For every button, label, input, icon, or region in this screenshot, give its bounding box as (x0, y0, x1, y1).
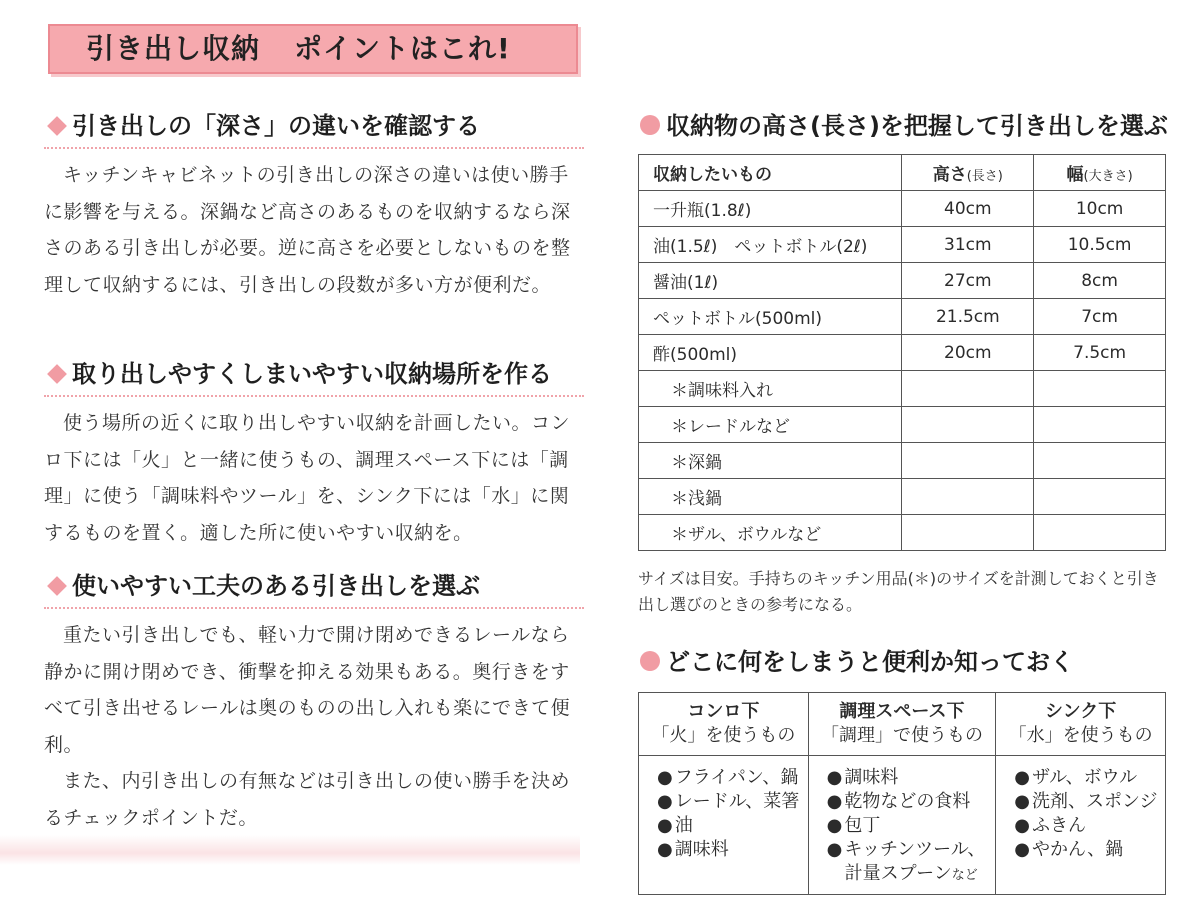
stove-header: コンロ下 「火」を使うもの (639, 693, 809, 756)
height-cell (902, 479, 1034, 515)
size-section-heading-text: 収納物の高さ(長さ)を把握して引き出しを選ぶ (666, 112, 1168, 140)
table-row (639, 335, 1166, 371)
section-heading (44, 566, 584, 609)
width-cell: 7.5cm (1034, 335, 1166, 371)
storage-header-row (639, 693, 1166, 756)
section-depth (44, 106, 584, 303)
table-row (639, 479, 1166, 515)
table-row (639, 227, 1166, 263)
section-location (44, 354, 584, 551)
item-cell: 酢(500ml) (639, 335, 902, 371)
prep-space-header: 調理スペース下 「調理」で使うもの (808, 693, 996, 756)
width-cell: 10.5cm (1034, 227, 1166, 263)
diamond-icon (47, 116, 67, 136)
height-cell: 21.5cm (902, 299, 1034, 335)
section-heading-text: 取り出しやすくしまいやすい収納場所を作る (72, 360, 552, 388)
list-item: ● レードル、菜箸 (657, 791, 800, 812)
section-heading (44, 106, 584, 149)
stove-items (639, 756, 809, 895)
list-item: ● 包丁 (826, 815, 881, 836)
height-cell: 40cm (902, 191, 1034, 227)
item-cell: ペットボトル(500ml) (639, 299, 902, 335)
where-section-heading (638, 642, 1074, 677)
section-heading-text: 使いやすい工夫のある引き出しを選ぶ (72, 572, 480, 600)
pink-dot-icon (640, 115, 660, 135)
section-paragraph: キッチンキャビネットの引き出しの深さの違いは使い勝手に影響を与える。深鍋など高さのあるものを収納するなら深さのある引き出しが必要。逆に高さを必要としないものを整理して収納するには、引き出しの段数が多い方が便利だ。 (44, 164, 571, 296)
table-row (639, 371, 1166, 407)
item-cell: ＊ザル、ボウルなど (639, 515, 902, 551)
table-row (639, 263, 1166, 299)
table-row (639, 191, 1166, 227)
size-table-header-row (639, 155, 1166, 191)
page-title-banner (48, 24, 578, 74)
prep-space-items (808, 756, 996, 895)
width-cell (1034, 515, 1166, 551)
column-header-item: 収納したいもの (639, 155, 902, 191)
pink-dot-icon (640, 651, 660, 671)
item-cell: 油(1.5ℓ) ペットボトル(2ℓ) (639, 227, 902, 263)
where-section-heading-text: どこに何をしまうと便利か知っておく (666, 648, 1074, 676)
list-item-continuation: 計量スプーンなど (844, 863, 978, 884)
width-cell: 7cm (1034, 299, 1166, 335)
table-row (639, 407, 1166, 443)
item-cell: ＊深鍋 (639, 443, 902, 479)
table-row (639, 515, 1166, 551)
table-row (639, 443, 1166, 479)
list-item: ● ふきん (1014, 815, 1086, 836)
height-cell: 27cm (902, 263, 1034, 299)
size-table (638, 154, 1166, 551)
width-cell (1034, 407, 1166, 443)
decorative-pink-band (0, 835, 580, 865)
height-cell (902, 443, 1034, 479)
list-item: ● ザル、ボウル (1014, 767, 1138, 788)
diamond-icon (47, 576, 67, 596)
section-paragraph: また、内引き出しの有無などは引き出しの使い勝手を決めるチェックポイントだ。 (44, 770, 571, 829)
item-cell: ＊浅鍋 (639, 479, 902, 515)
height-cell (902, 407, 1034, 443)
page-title-sub: ポイントはこれ! (294, 32, 511, 65)
height-cell: 20cm (902, 335, 1034, 371)
list-item: ● フライパン、鍋 (657, 767, 799, 788)
list-item: ● 調味料 (657, 839, 729, 860)
column-header-width: 幅(大きさ) (1034, 155, 1166, 191)
list-item: ● 洗剤、スポンジ (1014, 791, 1158, 812)
section-heading-text: 引き出しの「深さ」の違いを確認する (72, 112, 480, 140)
list-item: ● 調味料 (826, 767, 899, 788)
height-cell (902, 515, 1034, 551)
width-cell (1034, 443, 1166, 479)
height-cell (902, 371, 1034, 407)
item-cell: 醤油(1ℓ) (639, 263, 902, 299)
list-item: ● キッチンツール、 (826, 839, 986, 860)
item-cell: ＊レードルなど (639, 407, 902, 443)
diamond-icon (47, 364, 67, 384)
storage-location-table (638, 692, 1166, 895)
section-paragraph: 使う場所の近くに取り出しやすい収納を計画したい。コンロ下には「火」と一緒に使うもの、調理スペース下には「調理」に使う「調味料やツール」を、シンク下には「水」に関するものを置く。適した所に使いやすい収納を。 (44, 412, 571, 544)
item-cell: 一升瓶(1.8ℓ) (639, 191, 902, 227)
page-title-main: 引き出し収納 (86, 32, 261, 65)
section-features (44, 566, 584, 836)
column-header-height: 高さ(長さ) (902, 155, 1034, 191)
section-paragraph: 重たい引き出しでも、軽い力で開け閉めできるレールなら静かに開け閉めでき、衝撃を抑える効果もある。奥行きをすべて引き出せるレールは奥のものの出し入れも楽にできて便利。 (44, 624, 571, 756)
section-heading (44, 354, 584, 397)
size-note: サイズは目安。手持ちのキッチン用品(＊)のサイズを計測しておくと引き出し選びのときの参考になる。 (638, 569, 1159, 614)
width-cell (1034, 479, 1166, 515)
width-cell: 10cm (1034, 191, 1166, 227)
item-cell: ＊調味料入れ (639, 371, 902, 407)
list-item: ● やかん、鍋 (1014, 839, 1124, 860)
height-cell: 31cm (902, 227, 1034, 263)
list-item: ● 油 (657, 815, 693, 836)
storage-items-row (639, 756, 1166, 895)
sink-items (996, 756, 1166, 895)
size-section-heading (638, 106, 1168, 141)
table-row (639, 299, 1166, 335)
width-cell: 8cm (1034, 263, 1166, 299)
sink-header: シンク下 「水」を使うもの (996, 693, 1166, 756)
list-item: ● 乾物などの食料 (826, 791, 971, 812)
width-cell (1034, 371, 1166, 407)
